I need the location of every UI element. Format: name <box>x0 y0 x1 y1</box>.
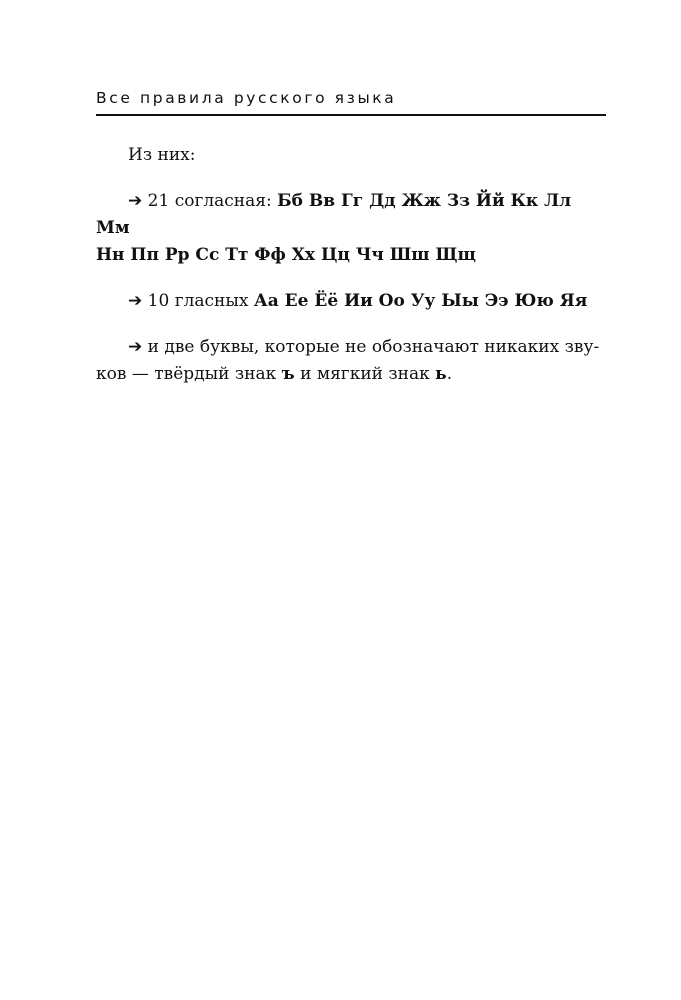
vowels-letters: Аа Ее Ёё Ии Оо Уу Ыы Ээ Юю Яя <box>253 291 588 311</box>
signs-text-line2-end: . <box>446 364 453 384</box>
running-header: Все правила русского языка <box>96 89 397 107</box>
signs-text-line1: и две буквы, которые не обозначают никаких зву- <box>142 337 600 357</box>
consonants-paragraph <box>96 188 606 269</box>
consonants-letters-line2: Нн Пп Рр Сс Тт Фф Хх Цц Чч Шш Щщ <box>96 245 476 265</box>
hard-sign-letter: ъ <box>281 364 295 384</box>
vowels-paragraph <box>96 288 606 315</box>
signs-text-line2-middle: и мягкий знак <box>294 364 436 384</box>
soft-sign-letter: ь <box>435 364 447 384</box>
intro-paragraph: Из них: <box>128 145 196 165</box>
consonants-lead: 21 согласная: <box>142 191 278 211</box>
signs-paragraph <box>96 334 606 388</box>
arrow-right-icon: ➔ <box>128 337 143 357</box>
page-body <box>96 142 606 407</box>
header-rule <box>96 114 606 116</box>
arrow-right-icon: ➔ <box>128 191 143 211</box>
arrow-right-icon: ➔ <box>128 291 143 311</box>
consonants-letters-line1: Бб Вв Гг Дд Жж Зз Йй Кк Лл Мм <box>96 191 572 238</box>
signs-text-line2-before: ков — твёрдый знак <box>96 364 282 384</box>
vowels-lead: 10 гласных <box>142 291 254 311</box>
